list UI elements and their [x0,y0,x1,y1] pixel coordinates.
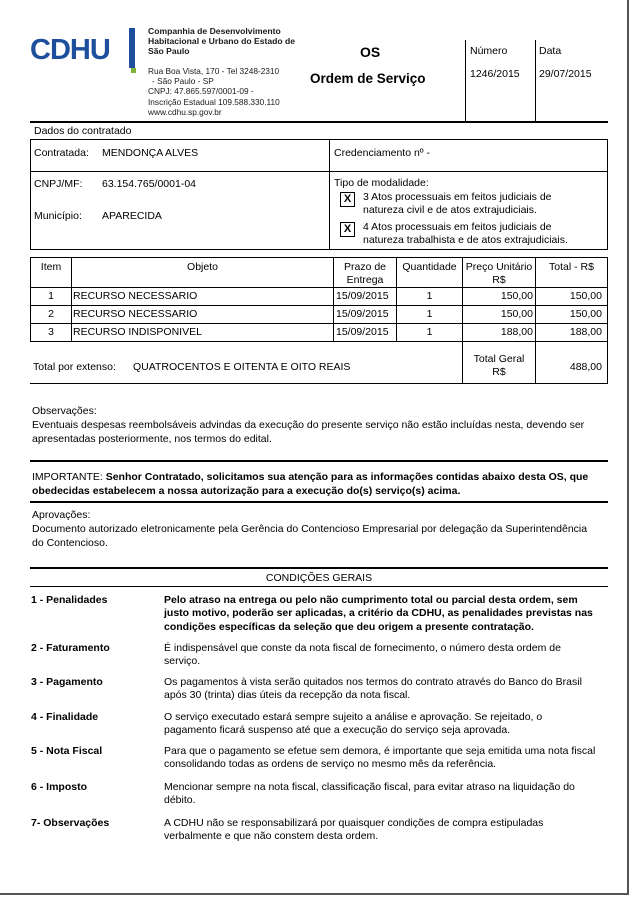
municipio-value: APARECIDA [102,210,162,222]
numero-value: 1246/2015 [470,68,520,80]
col-header-prazo-line: Prazo de [343,261,387,273]
observacoes-line: apresentadas posteriormente, nos termos do edital. [32,432,272,445]
condicoes-title: CONDIÇÕES GERAIS [265,572,373,584]
credenciamento-label: Credenciamento nº - [334,147,431,159]
contratada-value: MENDONÇA ALVES [102,147,199,159]
address-line: CNPJ: 47.865.597/0001-09 - [148,86,254,97]
observacoes-label: Observações: [32,405,97,417]
table-cell-objeto: RECURSO NECESSARIO [73,308,198,320]
importante-notice [32,470,612,498]
table-cell-prazo: 15/09/2015 [336,308,389,320]
cdhu-logo: CDHU [30,34,110,66]
table-cell-quantidade: 1 [426,326,433,338]
col-header-preco-line: Preço Unitário [465,261,533,273]
table-cell-prazo: 15/09/2015 [336,290,389,302]
observacoes-text [32,419,612,446]
modalidade-text [363,221,568,247]
col-header-prazo-line: Entrega [346,274,384,286]
condicao-label: 1 - Penalidades [31,594,108,606]
importante-line: obedecidas estabelecem a nossa autorização para a execução do(s) serviço(s) acima. [32,485,461,497]
condicao-label: 7- Observações [31,817,110,829]
condicao-line: débito. [164,794,196,807]
modalidade-label: Tipo de modalidade: [334,177,429,189]
condicao-line: condições específicas da seleção que deu origem a presente contratação. [164,620,534,633]
condicao-label: 5 - Nota Fiscal [31,745,103,757]
total-geral-value: 488,00 [569,361,602,373]
table-cell-quantidade: 1 [426,290,433,302]
table-cell-preco: 188,00 [500,326,533,338]
condicao-text [164,594,610,634]
condicao-line: serviço. [164,655,201,668]
modalidade-checkbox[interactable]: X [340,192,355,207]
aprovacoes-text [32,523,612,550]
modalidade-text-line: natureza trabalhista e de atos extrajudiciais. [363,234,568,246]
address-line: - São Paulo - SP [152,76,214,87]
condicao-line: Mencionar sempre na nota fiscal, classificação fiscal, para evitar atraso na liquidação do [164,781,575,793]
condicao-line: A CDHU não se responsabilizará por quaisquer condições de compra estipuladas [164,817,544,829]
table-cell-total: 150,00 [569,290,602,302]
condicao-line: pagamento ficará suspenso até que a execução do serviço seja aprovada. [164,724,511,737]
condicao-label: 4 - Finalidade [31,711,99,723]
address-line: Inscrição Estadual 109.588.330.110 [148,96,280,107]
table-cell-preco: 150,00 [500,308,533,320]
condicao-line: Os pagamentos à vista serão quitados nos termos do contrato através do Banco do Brasil [164,676,582,688]
table-cell-preco: 150,00 [500,290,533,302]
total-geral-label [463,353,535,379]
col-header-total: Total - R$ [549,261,594,273]
cnpj-value: 63.154.765/0001-04 [102,178,197,190]
total-geral-label-line: Total Geral [473,353,525,365]
condicao-line: O serviço executado estará sempre sujeito a análise e aprovação. Se rejeitado, o [164,711,543,723]
condicao-text [164,711,610,738]
condicao-text [164,781,610,808]
cnpj-label: CNPJ/MF: [34,178,83,190]
condicao-text [164,817,610,844]
numero-label: Número [470,45,508,57]
logo-dot-graphic [131,68,136,73]
condicao-text [164,745,610,772]
importante-line: Senhor Contratado, solicitamos sua atenção para as informações contidas abaixo desta OS, que [105,471,589,483]
modalidade-text-line: 4 Atos processuais em feitos judiciais de [363,221,552,233]
col-header-preco-line: R$ [492,274,506,286]
table-cell-item: 1 [48,290,54,302]
col-header-item: Item [40,261,62,273]
condicao-label: 6 - Imposto [31,781,88,793]
condicao-line: consolidando todas as ordens de serviço no mesmo mês da referência. [164,758,497,771]
col-header-objeto: Objeto [187,261,218,273]
observacoes-line: Eventuais despesas reembolsáveis advindas da execução do presente serviço não estão incluídas nesta, devendo ser [32,419,585,431]
condicao-line: verbalmente e que não constem desta ordem. [164,830,379,843]
section-title-contratado: Dados do contratado [34,125,132,137]
table-cell-total: 188,00 [569,326,602,338]
data-label: Data [539,45,562,57]
table-cell-quantidade: 1 [426,308,433,320]
condicao-line: Para que o pagamento se efetue sem demora, é importante que seja emitida uma nota fiscal [164,745,596,757]
total-geral-label-line: R$ [492,366,506,378]
logo-bar-graphic [129,28,135,68]
data-value: 29/07/2015 [539,68,592,80]
modalidade-text-line: natureza civil e de atos extrajudiciais. [363,204,537,216]
modalidade-text-line: 3 Atos processuais em feitos judiciais de [363,191,552,203]
modalidade-text [363,191,552,217]
table-cell-objeto: RECURSO INDISPONIVEL [73,326,202,338]
col-header-prazo [334,261,396,287]
aprovacoes-line: Documento autorizado eletronicamente pela Gerência do Contencioso Empresarial por delegação da Superintendência [32,523,588,535]
modalidade-checkbox[interactable]: X [340,222,355,237]
extenso-value: QUATROCENTOS E OITENTA E OITO REAIS [133,361,351,373]
address-line: www.cdhu.sp.gov.br [148,106,222,117]
contratada-label: Contratada: [34,147,89,159]
os-title: OS [360,44,381,60]
table-cell-objeto: RECURSO NECESSARIO [73,290,198,302]
condicao-line: justo motivo, poderão ser aplicadas, a critério da CDHU, as penalidades previstas nas [164,607,593,620]
table-cell-item: 3 [48,326,54,338]
condicao-label: 3 - Pagamento [31,676,103,688]
table-cell-total: 150,00 [569,308,602,320]
condicao-line: Pelo atraso na entrega ou pelo não cumprimento total ou parcial desta ordem, sem [164,594,578,606]
table-cell-prazo: 15/09/2015 [336,326,389,338]
condicao-line: após 30 (trinta) dias úteis da recepção da nota fiscal. [164,689,411,702]
table-cell-item: 2 [48,308,54,320]
col-header-preco [463,261,535,287]
extenso-label: Total por extenso: [33,361,116,373]
company-name: Companhia de Desenvolvimento Habitacional e Urbano do Estado de São Paulo [148,26,296,56]
aprovacoes-label: Aprovações: [32,509,91,521]
condicao-text [164,676,610,703]
municipio-label: Município: [34,210,82,222]
condicao-line: É indispensável que conste da nota fiscal de fornecimento, o número desta ordem de [164,642,561,654]
col-header-quantidade: Quantidade [402,261,457,273]
importante-prefix: IMPORTANTE: [32,471,103,483]
company-address [148,66,308,117]
address-line: Rua Boa Vista, 170 - Tel 3248-2310 [148,66,280,76]
os-subtitle: Ordem de Serviço [310,71,426,86]
aprovacoes-line: do Contencioso. [32,536,108,549]
condicao-label: 2 - Faturamento [31,642,110,654]
condicao-text [164,642,610,669]
